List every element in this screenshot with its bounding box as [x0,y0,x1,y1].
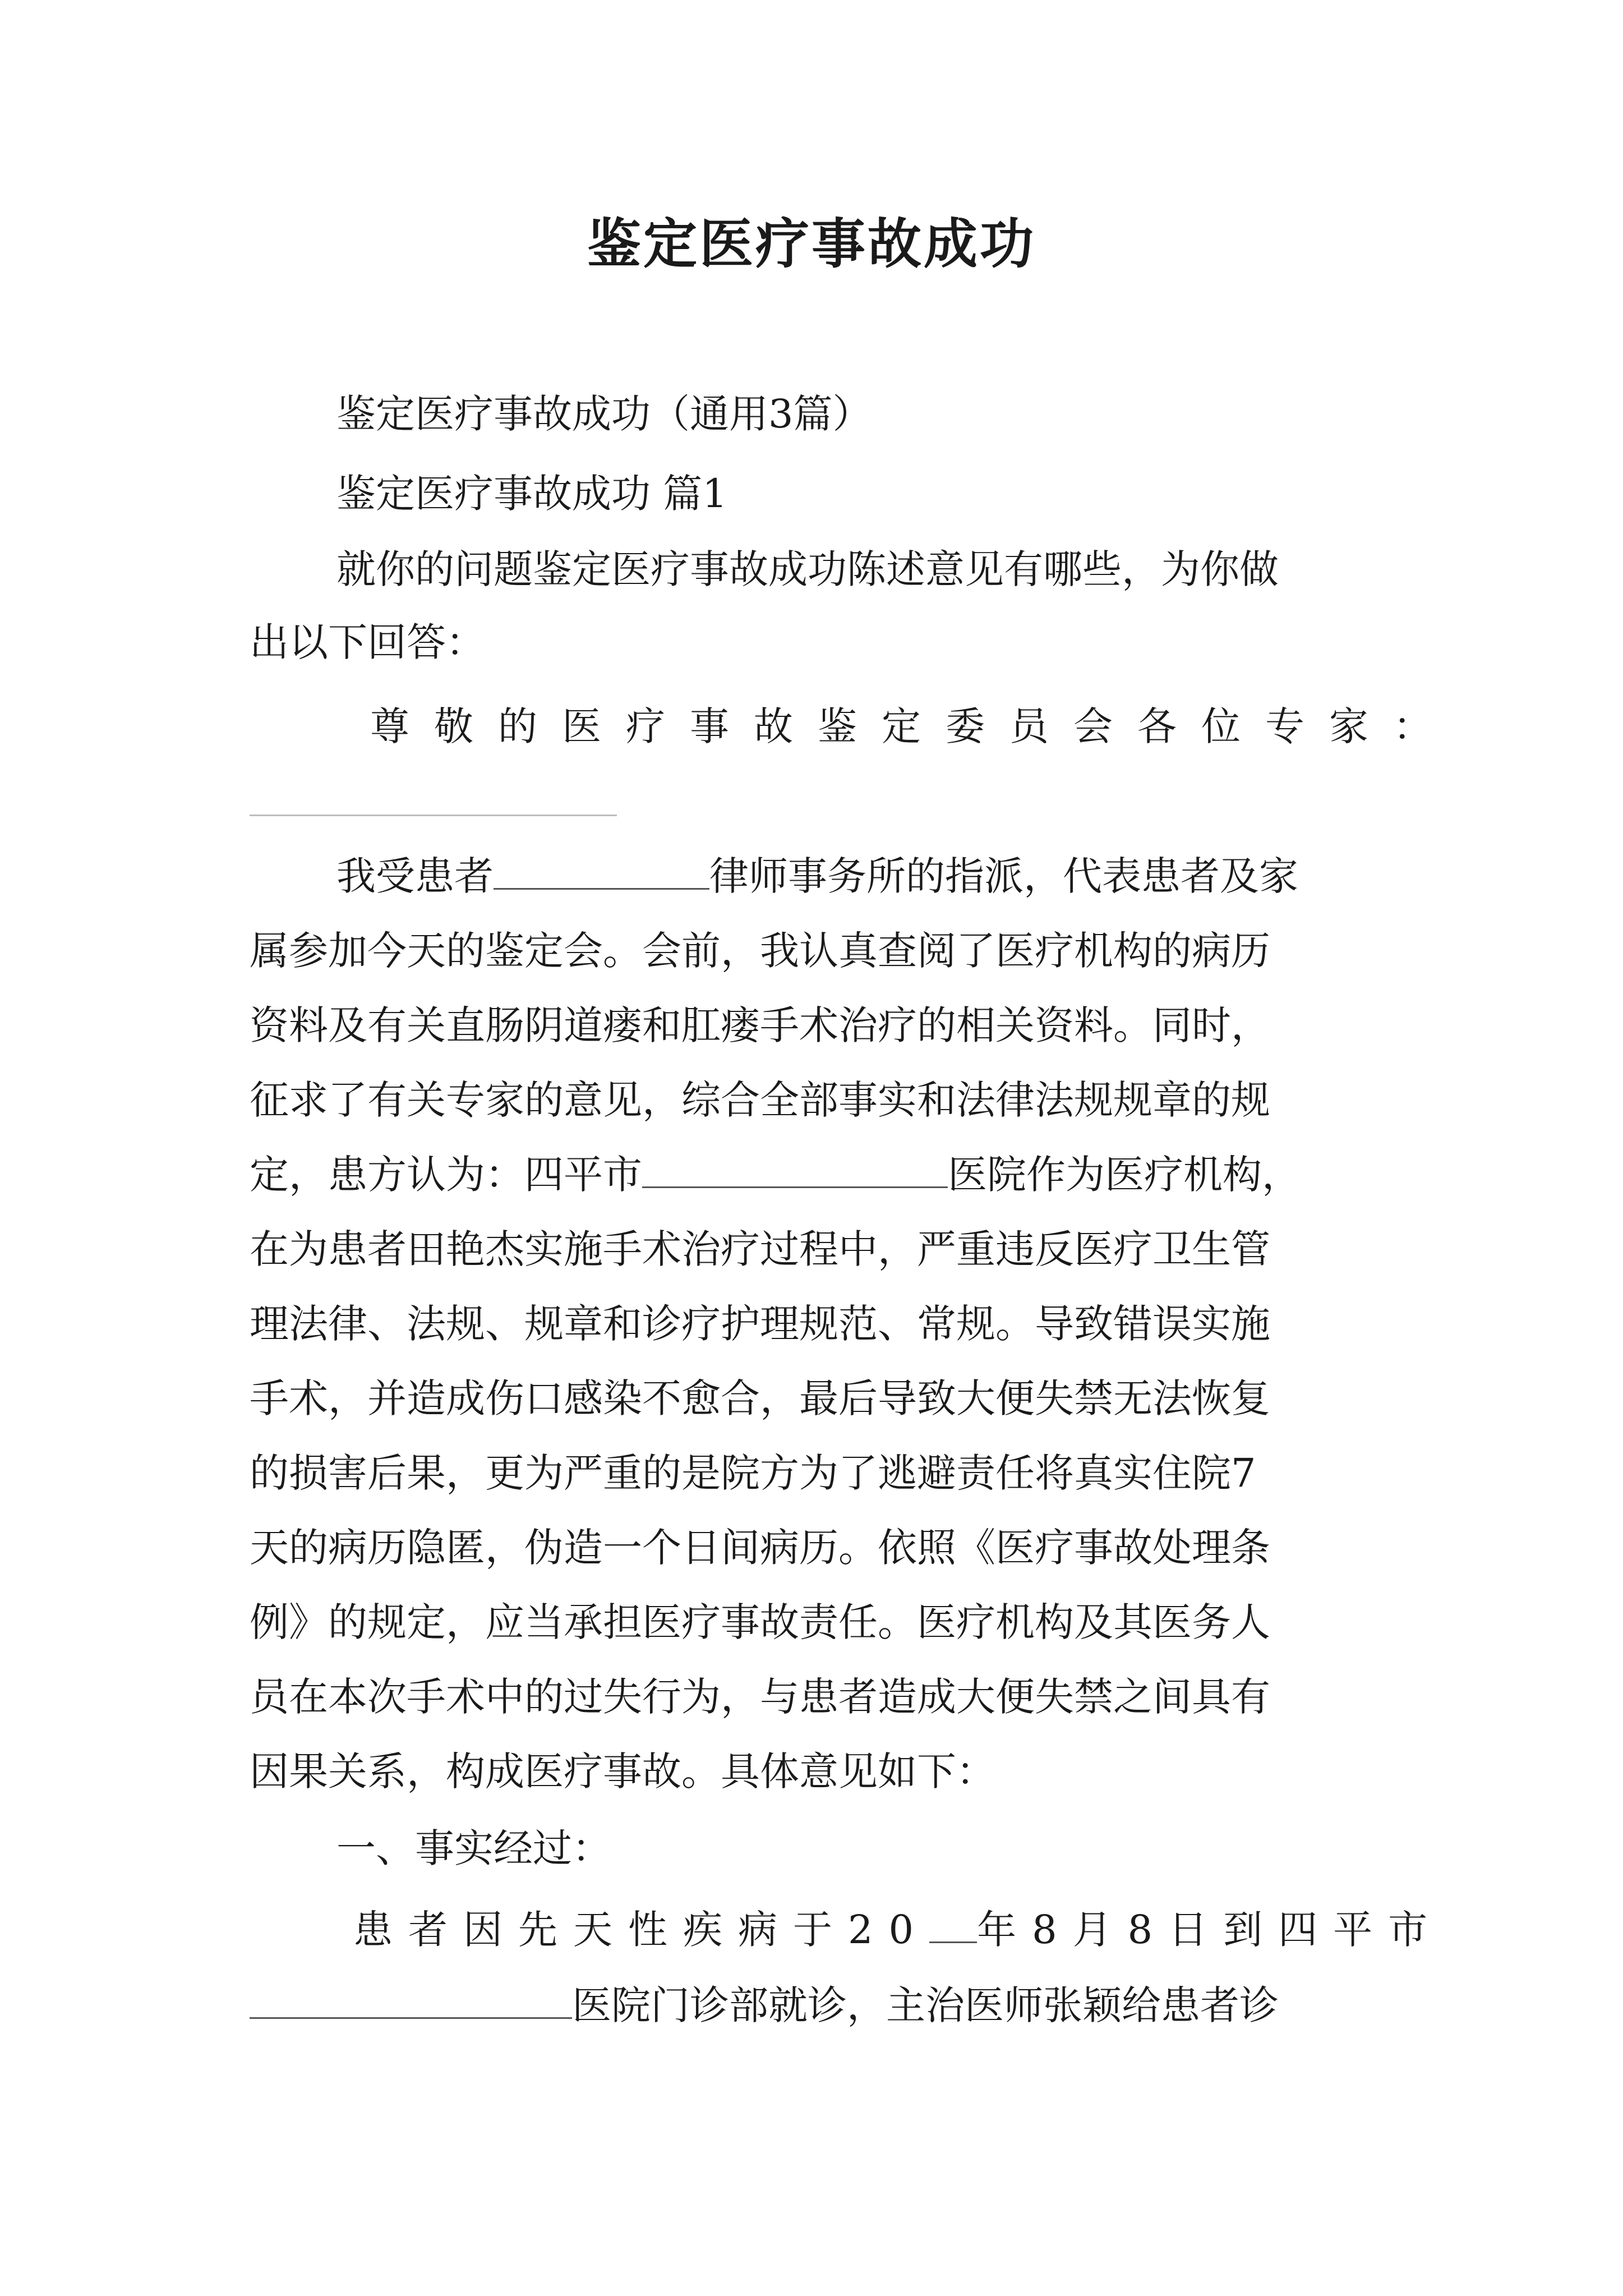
text-fragment: 年8月8日到四平市 [977,1907,1444,1953]
paragraph-line [353,1902,1444,1958]
paragraph-line: 属参加今天的鉴定会。会前，我认真查阅了医疗机构的病历 [250,928,1270,974]
paragraph-line: 征求了有关专家的意见，综合全部事实和法律法规规章的规 [250,1077,1270,1123]
paragraph-line: 理法律、法规、规章和诊疗护理规范、常规。导致错误实施 [250,1301,1270,1347]
paragraph-line: 出以下回答： [250,619,485,665]
paragraph-line [250,1977,1382,2033]
text-fragment: 医院门诊部就诊，主治医师张颖给患者诊 [572,1982,1279,2028]
paragraph-line [336,848,1382,904]
divider-rule [250,815,617,816]
section-heading: 一、事实经过： [336,1825,611,1871]
salutation-line: 尊敬的医疗事故鉴定委员会各位专家： [370,703,1457,749]
paragraph-line: 手术，并造成伤口感染不愈合，最后导致大便失禁无法恢复 [250,1375,1270,1421]
text-fragment: 定，患方认为：四平市 [250,1152,642,1198]
blank-underline [929,1902,977,1943]
blank-underline [642,1147,948,1188]
paragraph-line: 的损害后果，更为严重的是院方为了逃避责任将真实住院7 [250,1450,1256,1496]
paragraph-line: 员在本次手术中的过失行为，与患者造成大便失禁之间具有 [250,1674,1270,1720]
subtitle-line: 鉴定医疗事故成功（通用3篇） [336,391,872,437]
paragraph-line: 因果关系，构成医疗事故。具体意见如下： [250,1749,995,1795]
text-fragment: 律师事务所的指派，代表患者及家 [709,853,1298,899]
document-title: 鉴定医疗事故成功 [587,213,1036,275]
paragraph-line: 资料及有关直肠阴道瘘和肛瘘手术治疗的相关资料。同时， [250,1002,1270,1048]
paragraph-line: 在为患者田艳杰实施手术治疗过程中，严重违反医疗卫生管 [250,1226,1270,1272]
paragraph-line: 例》的规定，应当承担医疗事故责任。医疗机构及其医务人 [250,1599,1270,1645]
text-fragment: 医院作为医疗机构， [948,1152,1301,1198]
text-fragment: 患者因先天性疾病于20 [353,1907,930,1953]
paragraph-line: 天的病历隐匿，伪造一个日间病历。依照《医疗事故处理条 [250,1525,1270,1571]
blank-underline [250,1978,572,2019]
paragraph-line: 就你的问题鉴定医疗事故成功陈述意见有哪些，为你做 [336,546,1279,592]
paragraph-line [250,1147,1382,1203]
text-fragment: 我受患者 [336,853,494,899]
section-heading: 鉴定医疗事故成功 篇1 [336,471,727,517]
blank-underline [494,849,709,890]
